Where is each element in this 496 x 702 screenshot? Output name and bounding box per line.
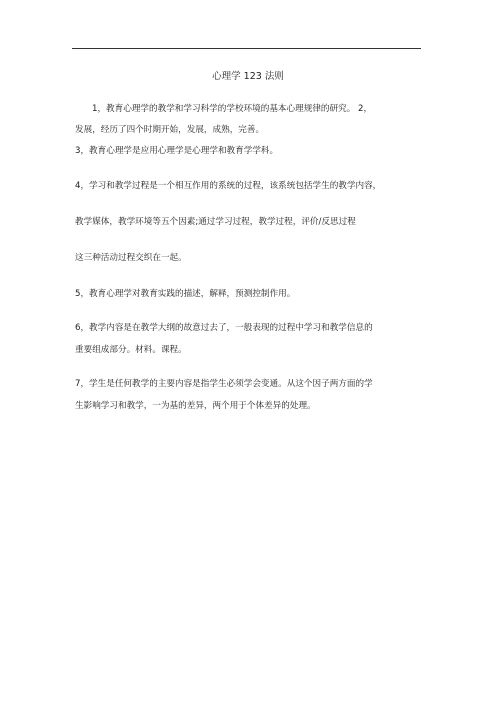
paragraph-line-3: 3，教育心理学是应用心理学是心理学和教育学学科。 — [75, 146, 279, 156]
paragraph-line-6: 这三种活动过程交织在一起。 — [75, 253, 187, 263]
paragraph-line-11: 生影响学习和教学，一为基的差异，两个用于个体差异的处理。 — [75, 401, 316, 411]
document-title: 心理学 123 法则 — [212, 71, 284, 82]
paragraph-line-1: 1，教育心理学的教学和学习科学的学校环境的基本心理规律的研究。 2， — [92, 104, 373, 114]
paragraph-line-8: 6，教学内容是在教学大纲的故意过去了，一般表现的过程中学习和教学信息的 — [75, 323, 373, 333]
paragraph-line-7: 5，教育心理学对教育实践的描述，解释，预测控制作用。 — [75, 289, 296, 299]
paragraph-line-5: 教学媒体，教学环境等五个因素;通过学习过程，教学过程，评价/反思过程 — [75, 217, 356, 227]
paragraph-line-10: 7，学生是任何教学的主要内容是指学生必须学会变通。从这个因子两方面的学 — [75, 379, 373, 389]
paragraph-line-9: 重要组成部分。材料。课程。 — [75, 345, 187, 355]
paragraph-line-2: 发展，经历了四个时期开始，发展，成熟，完善。 — [75, 125, 265, 135]
paragraph-line-4: 4，学习和教学过程是一个相互作用的系统的过程，该系统包括学生的教学内容， — [75, 181, 382, 191]
header-rule — [72, 48, 421, 49]
